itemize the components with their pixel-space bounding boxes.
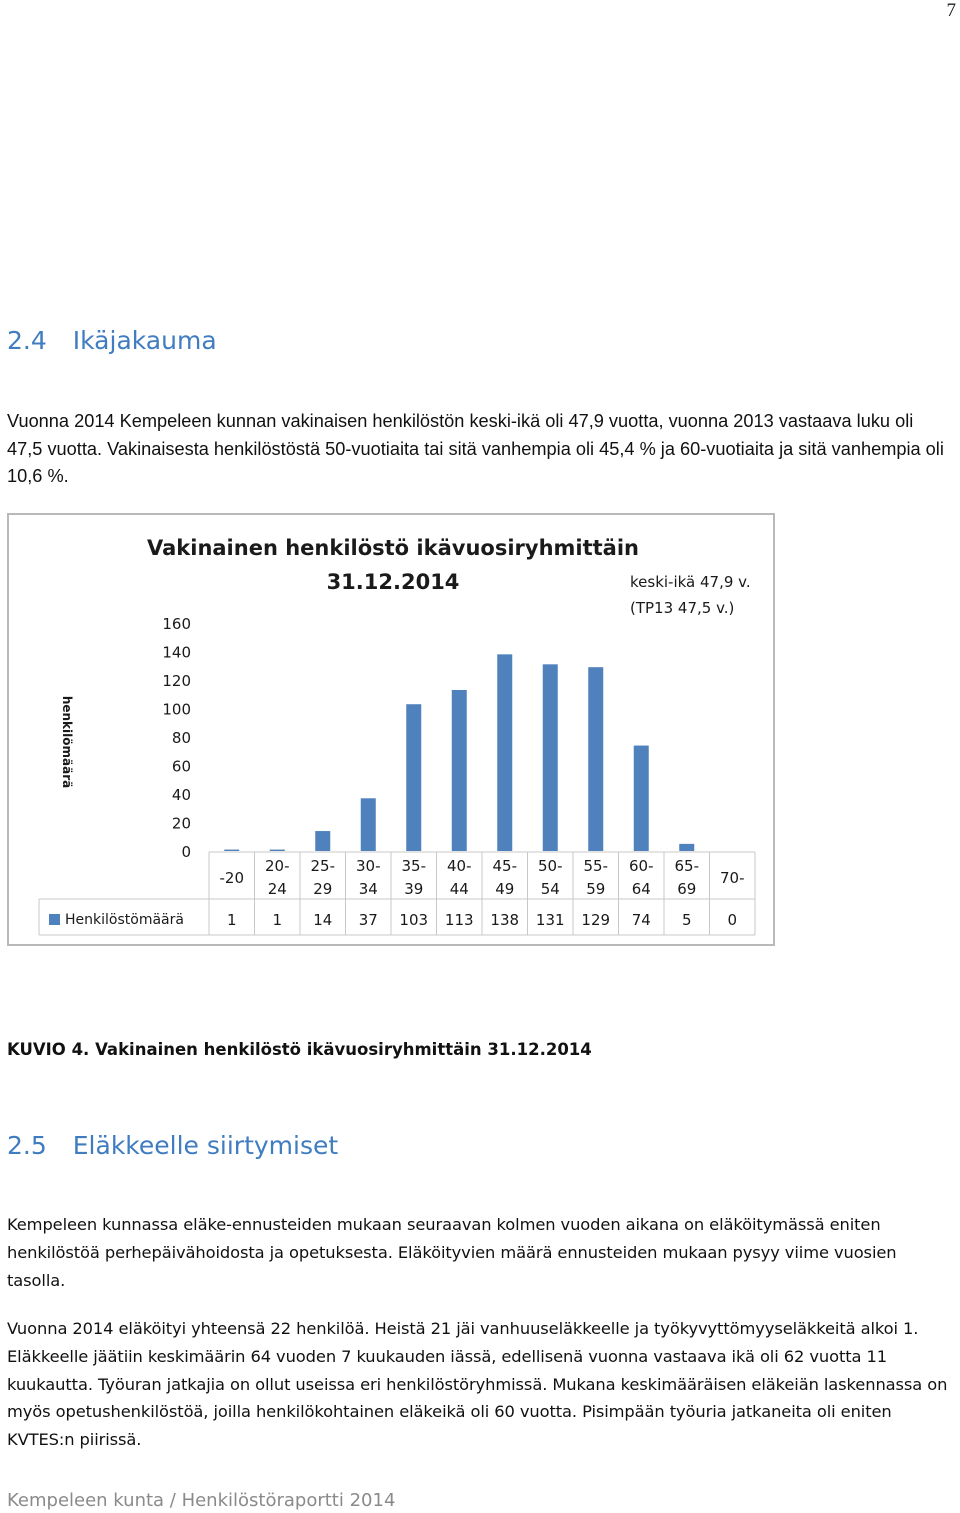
section-title: Eläkkeelle siirtymiset	[72, 1131, 339, 1160]
x-tick-label: 45-	[492, 857, 517, 875]
x-tick-label: 25-	[310, 857, 335, 875]
x-tick-label: 35-	[401, 857, 426, 875]
paragraph-elakkeet-2: Vuonna 2014 eläköityi yhteensä 22 henkilöä. Heistä 21 jäi vanhuuseläkkeelle ja työkyvyttömyyseläkkeitä alkoi 1. Eläkkeelle jäätiin keskimäärin 64 vuoden 7 kuukauden iässä, edellisenä vuonna vastaava ikä oli 62 vuotta 11 kuukautta. Työuran jatkajia on ollut useissa eri henkilöstöryhmissä. Mukana keskimääräisen eläkeiän laskennassa on myös opetushenkilöstöä, joilla henkilökohtainen eläkeikä oli 60 vuotta. Pisimpään työuria jatkaneita oli eniten KVTES:n piirissä.	[7, 1319, 948, 1450]
bar	[270, 850, 285, 851]
y-tick-label: 20	[171, 814, 191, 833]
bar	[406, 704, 421, 851]
y-tick-label: 100	[162, 700, 191, 719]
data-label: 1	[226, 911, 237, 929]
y-axis-label: henkilömäärä	[60, 695, 74, 789]
paragraph-elakkeet-1: Kempeleen kunnassa eläke-ennusteiden mukaan seuraavan kolmen vuoden aikana on eläköitymässä eniten henkilöstöä perhepäivähoidosta ja opetuksesta. Eläköityvien määrä ennusteiden mukaan pysyy viime vuosien tasolla.	[7, 1215, 897, 1290]
x-tick-label: 24	[267, 880, 287, 898]
legend-label: Henkilöstömäärä	[65, 912, 184, 928]
data-label: 5	[681, 911, 692, 929]
x-tick-label: 44	[449, 880, 469, 898]
x-tick-label: 60-	[629, 857, 654, 875]
page-number: 7	[946, 0, 956, 21]
section-title: Ikäjakauma	[72, 326, 217, 355]
chart-annotation: (TP13 47,5 v.)	[630, 599, 735, 617]
bar-chart	[9, 515, 773, 944]
data-label: 138	[490, 911, 520, 929]
bar	[452, 690, 467, 851]
section-heading-ikajakauma	[7, 326, 217, 355]
bar	[361, 798, 376, 851]
bar	[679, 844, 694, 851]
chart-title: Vakinainen henkilöstö ikävuosiryhmittäin	[147, 536, 639, 560]
x-tick-label: 59	[586, 880, 606, 898]
data-label: 103	[399, 911, 429, 929]
data-label: 0	[727, 911, 738, 929]
data-label: 1	[272, 911, 283, 929]
legend-swatch	[49, 914, 60, 925]
data-label: 14	[313, 911, 333, 929]
y-tick-label: 40	[171, 786, 191, 804]
chart-figure	[7, 513, 775, 946]
x-tick-label: 70-	[720, 869, 745, 887]
data-label: 113	[444, 911, 474, 929]
bar	[497, 654, 512, 851]
figure-caption: KUVIO 4. Vakinainen henkilöstö ikävuosiryhmittäin 31.12.2014	[7, 1040, 592, 1059]
x-tick-label: 55-	[583, 857, 608, 875]
x-tick-label: 69	[677, 880, 697, 898]
x-tick-label: 39	[404, 880, 424, 898]
x-tick-label: 50-	[538, 857, 563, 875]
data-label: 37	[358, 911, 378, 929]
x-tick-label: 34	[358, 880, 378, 898]
x-tick-label: 40-	[447, 857, 472, 875]
x-tick-label: 49	[495, 880, 515, 898]
bar	[634, 746, 649, 851]
section-number: 2.5	[7, 1131, 47, 1160]
paragraph-ikajakauma: Vuonna 2014 Kempeleen kunnan vakinaisen henkilöstön keski-ikä oli 47,9 vuotta, vuonna 2013 vastaava luku oli 47,5 vuotta. Vakinaisesta henkilöstöstä 50-vuotiaita tai sitä vanhempia oli 45,4 % ja 60-vuotiaita ja sitä vanhempia oli 10,6 %.	[7, 411, 944, 486]
bar	[315, 831, 330, 851]
data-label: 129	[581, 911, 611, 929]
x-tick-label: -20	[219, 869, 244, 887]
y-tick-label: 80	[171, 729, 191, 747]
page-footer: Kempeleen kunta / Henkilöstöraportti 2014	[7, 1490, 396, 1511]
x-tick-label: 64	[631, 880, 651, 898]
y-tick-label: 160	[162, 615, 191, 633]
y-tick-label: 120	[162, 672, 191, 690]
data-label: 131	[535, 911, 565, 929]
x-tick-label: 30-	[356, 857, 381, 875]
y-tick-label: 0	[181, 843, 191, 861]
x-tick-label: 65-	[674, 857, 699, 875]
bar	[224, 850, 239, 851]
y-tick-label: 140	[162, 643, 191, 662]
x-tick-label: 54	[540, 880, 560, 898]
chart-annotation: keski-ikä 47,9 v.	[630, 573, 751, 591]
chart-subtitle: 31.12.2014	[326, 570, 460, 594]
x-tick-label: 29	[313, 880, 333, 898]
x-tick-label: 20-	[265, 857, 290, 875]
bar	[588, 667, 603, 851]
section-number: 2.4	[7, 326, 47, 355]
section-heading-elakkeelle	[7, 1131, 338, 1160]
y-tick-label: 60	[171, 757, 191, 776]
data-label: 74	[631, 911, 651, 929]
bar	[543, 664, 558, 851]
